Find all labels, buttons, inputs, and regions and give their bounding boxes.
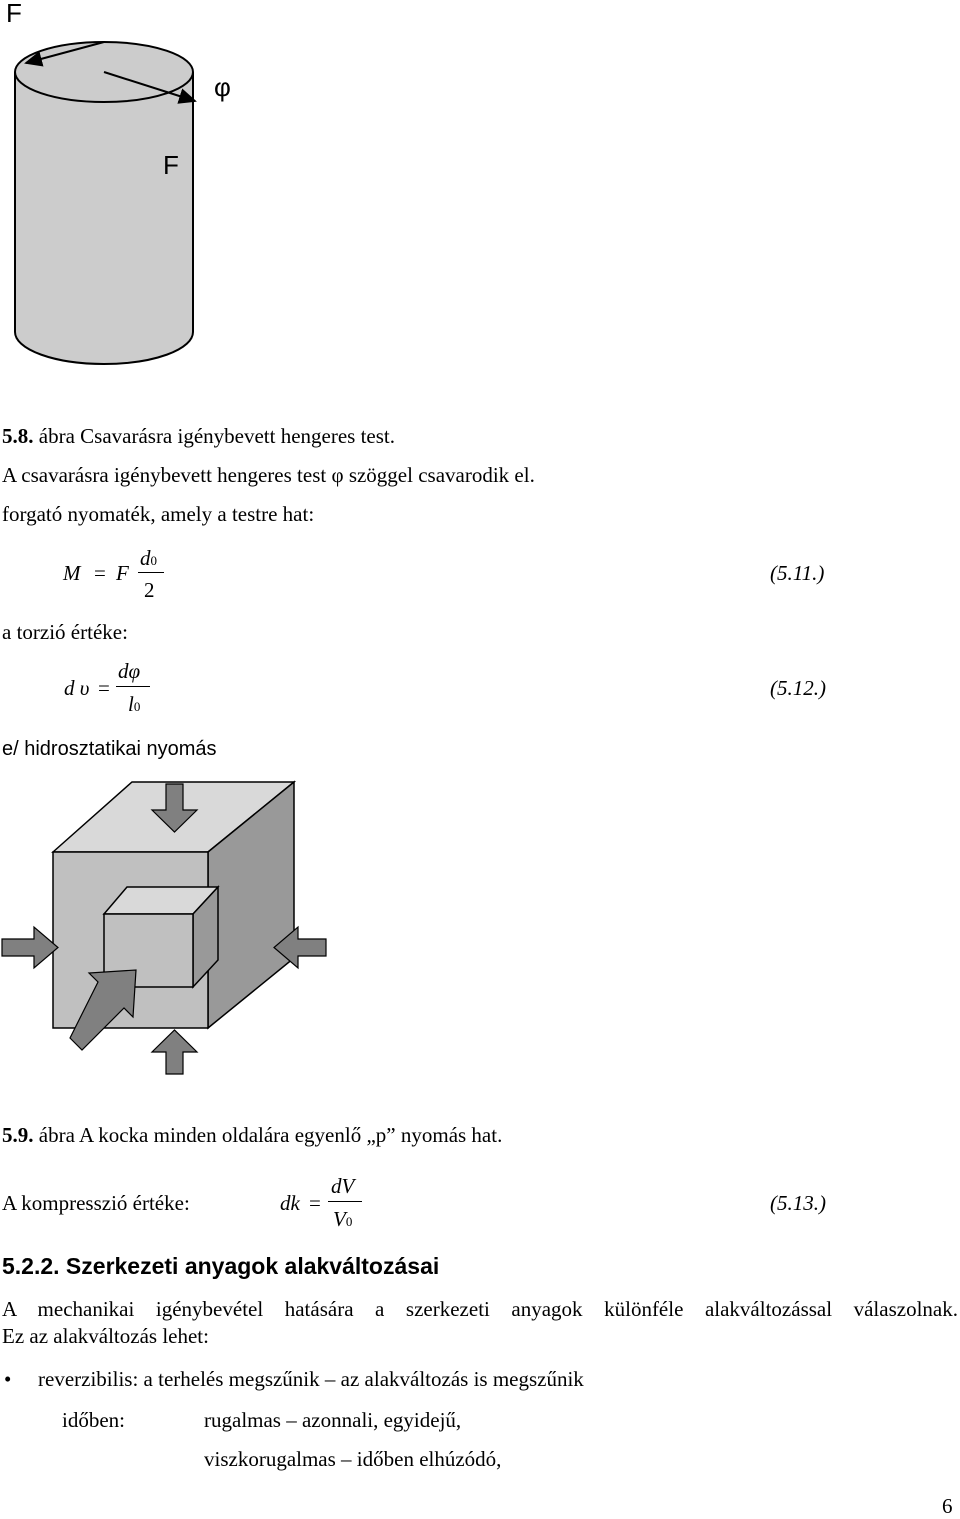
fraction-bar	[116, 686, 150, 687]
paragraph-deformation-line1: A mechanikai igénybevétel hatására a szerkezeti anyagok különféle alakváltozással válaszolnak.	[2, 1297, 958, 1321]
equation-ref: (5.12.)	[770, 676, 826, 700]
eq-lhs: d υ	[64, 676, 90, 700]
phi-label: φ	[214, 72, 231, 102]
eq-sign: =	[98, 676, 110, 700]
equation-ref: (5.11.)	[770, 561, 825, 585]
caption-5-9	[2, 1123, 502, 1148]
caption-5-8	[2, 424, 395, 449]
eq-lhs: M	[63, 561, 81, 585]
bullet-text: reverzibilis: a terhelés megszűnik – az alakváltozás is megszűnik	[38, 1367, 584, 1391]
arrow-left	[2, 927, 58, 968]
paragraph-torque-intro: forgató nyomaték, amely a testre hat:	[2, 502, 315, 526]
frac-numerator: dφ	[118, 659, 141, 683]
bullet-marker: •	[4, 1367, 12, 1391]
eq-factor: F	[116, 561, 129, 585]
frac-denominator: V0	[333, 1207, 353, 1231]
force-label-top: F	[6, 0, 22, 28]
page-number: 6	[942, 1494, 953, 1518]
cube-drawing	[0, 770, 400, 1080]
section-hydrostatic: e/ hidrosztatikai nyomás	[2, 738, 217, 760]
figure-cube	[0, 770, 960, 1080]
figure-cylinder	[0, 0, 960, 400]
compression-label: A kompresszió értéke:	[2, 1191, 190, 1215]
equation-ref: (5.13.)	[770, 1191, 826, 1215]
frac-denominator: l0	[128, 692, 141, 716]
frac-denominator: 2	[144, 578, 155, 602]
cylinder-drawing	[0, 0, 400, 400]
fraction-bar	[328, 1201, 362, 1202]
eq-sign: =	[309, 1191, 321, 1215]
arrow-bottom	[152, 1030, 197, 1074]
frac-numerator: d0	[140, 546, 157, 570]
caption-number: 5.8.	[2, 424, 34, 448]
time-item-elastic: rugalmas – azonnali, egyidejű,	[204, 1408, 462, 1432]
fraction-bar	[138, 572, 164, 573]
time-label: időben:	[62, 1408, 125, 1432]
paragraph-twist: A csavarásra igénybevett hengeres test φ szöggel csavarodik el.	[2, 463, 535, 487]
force-label-right: F	[163, 150, 179, 180]
eq-sign: =	[94, 561, 106, 585]
caption-number: 5.9.	[2, 1123, 34, 1147]
cylinder-body	[15, 72, 193, 364]
frac-numerator: dV	[331, 1174, 355, 1198]
eq-lhs: dk	[280, 1191, 300, 1215]
caption-text: ábra A kocka minden oldalára egyenlő „p” nyomás hat.	[38, 1123, 503, 1147]
section-heading: 5.2.2. Szerkezeti anyagok alakváltozásai	[2, 1253, 440, 1279]
caption-text: ábra Csavarásra igénybevett hengeres test.	[38, 424, 396, 448]
time-item-viscoelastic: viszkorugalmas – időben elhúzódó,	[204, 1447, 502, 1471]
paragraph-deformation-line2: Ez az alakváltozás lehet:	[2, 1324, 209, 1348]
paragraph-torsion-intro: a torzió értéke:	[2, 620, 128, 644]
